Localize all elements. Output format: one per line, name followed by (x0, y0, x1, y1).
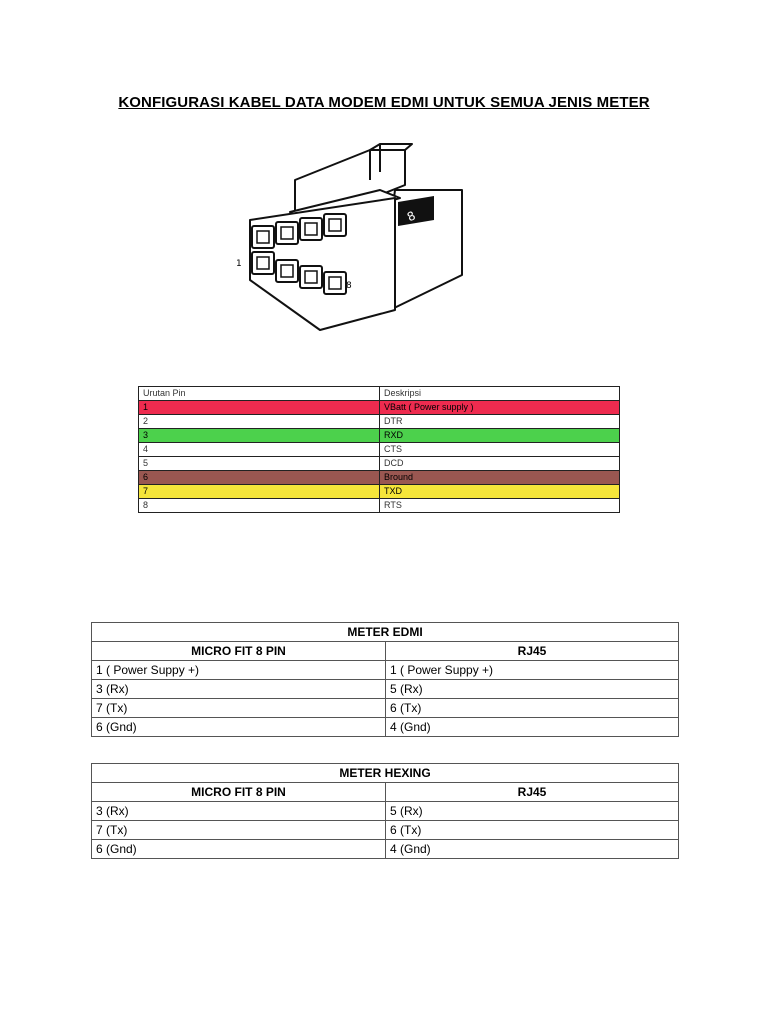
rj45-cell: 6 (Tx) (386, 699, 679, 718)
svg-text:8: 8 (404, 208, 418, 225)
table-row (139, 415, 620, 429)
col-rj45-header: RJ45 (386, 783, 679, 802)
pin-number-cell: 7 (139, 485, 380, 499)
micro-fit-connector-icon (230, 140, 470, 340)
table-row (139, 499, 620, 513)
pin-table-header: Deskripsi (380, 387, 620, 401)
rj45-cell: 6 (Tx) (386, 821, 679, 840)
meter-edmi-table (91, 622, 679, 737)
micro-fit-cell: 7 (Tx) (92, 821, 386, 840)
pin-description-cell: TXD (380, 485, 620, 499)
pin-number-cell: 1 (139, 401, 380, 415)
table-row (139, 457, 620, 471)
pin-description-cell: VBatt ( Power supply ) (380, 401, 620, 415)
col-rj45-header: RJ45 (386, 642, 679, 661)
table-row (92, 680, 679, 699)
micro-fit-cell: 3 (Rx) (92, 802, 386, 821)
col-micro-fit-header: MICRO FIT 8 PIN (92, 642, 386, 661)
pin-1-label: 1 (236, 259, 242, 269)
micro-fit-cell: 6 (Gnd) (92, 718, 386, 737)
pin-table-header: Urutan Pin (139, 387, 380, 401)
rj45-cell: 4 (Gnd) (386, 840, 679, 859)
micro-fit-cell: 1 ( Power Suppy +) (92, 661, 386, 680)
table-row (139, 443, 620, 457)
rj45-cell: 1 ( Power Suppy +) (386, 661, 679, 680)
pin-number-cell: 3 (139, 429, 380, 443)
pin-number-cell: 2 (139, 415, 380, 429)
pin-description-cell: DCD (380, 457, 620, 471)
pin-8-label: 8 (346, 281, 352, 291)
table-row (92, 840, 679, 859)
table-row (92, 661, 679, 680)
pin-description-cell: CTS (380, 443, 620, 457)
table-row (92, 699, 679, 718)
micro-fit-cell: 3 (Rx) (92, 680, 386, 699)
col-micro-fit-header: MICRO FIT 8 PIN (92, 783, 386, 802)
table-row (139, 401, 620, 415)
pin-description-cell: RXD (380, 429, 620, 443)
micro-fit-cell: 7 (Tx) (92, 699, 386, 718)
rj45-cell: 5 (Rx) (386, 802, 679, 821)
table-row (92, 802, 679, 821)
table-row (139, 429, 620, 443)
micro-fit-cell: 6 (Gnd) (92, 840, 386, 859)
pin-description-table (138, 386, 620, 513)
pin-number-cell: 8 (139, 499, 380, 513)
meter-edmi-title: METER EDMI (92, 623, 679, 642)
pin-number-cell: 4 (139, 443, 380, 457)
meter-hexing-table (91, 763, 679, 859)
pin-description-cell: RTS (380, 499, 620, 513)
page-title: KONFIGURASI KABEL DATA MODEM EDMI UNTUK SEMUA JENIS METER (118, 94, 650, 111)
meter-hexing-title: METER HEXING (92, 764, 679, 783)
rj45-cell: 5 (Rx) (386, 680, 679, 699)
table-row (92, 718, 679, 737)
pin-description-cell: DTR (380, 415, 620, 429)
pin-number-cell: 6 (139, 471, 380, 485)
table-row (139, 471, 620, 485)
pin-description-cell: Bround (380, 471, 620, 485)
connector-diagram (230, 140, 470, 340)
table-row (92, 821, 679, 840)
rj45-cell: 4 (Gnd) (386, 718, 679, 737)
table-row (139, 485, 620, 499)
pin-number-cell: 5 (139, 457, 380, 471)
